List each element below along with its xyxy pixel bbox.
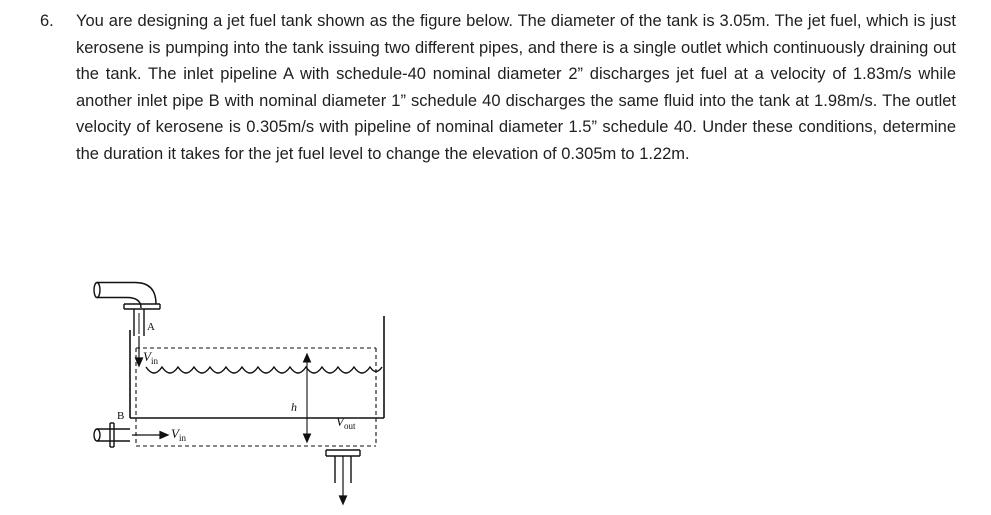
label-vin-side: $V_{in}$	[171, 426, 186, 443]
inlet-pipe-b	[94, 423, 130, 447]
label-b: B	[117, 410, 125, 422]
vin-side-arrow	[132, 432, 168, 439]
question-text: You are designing a jet fuel tank shown as the figure below. The diameter of the tank is 3.05m. The jet fuel, which is just kerosene is pumping into the tank issuing two different pipes, and there is a single outlet which continuously draining out the tank. The inlet pipeline A with schedule-40 nominal diameter 2” discharges jet fuel at a velocity of 1.83m/s while another inlet pipe B with nominal diameter 1” schedule 40 discharges the same fluid into the tank at 1.98m/s. The outlet velocity of kerosene is 0.305m/s with pipeline of nominal diameter 1.5” schedule 40. Under these conditions, determine the duration it takes for the jet fuel level to change the elevation of 0.305m to 1.22m.	[76, 12, 956, 163]
tank-walls	[130, 316, 384, 418]
label-vout: $V_{out}$	[336, 414, 356, 431]
question-number: 6.	[40, 12, 54, 30]
label-a: A	[147, 321, 155, 333]
tank-figure	[80, 268, 400, 513]
liquid-surface	[146, 367, 382, 373]
vin-top-arrow	[136, 336, 143, 366]
tank-diagram	[80, 268, 400, 513]
vout-arrow	[340, 456, 347, 504]
label-h: h	[291, 400, 297, 414]
label-vin-top: $V_{in}$	[143, 349, 158, 366]
height-dimension	[304, 354, 311, 442]
